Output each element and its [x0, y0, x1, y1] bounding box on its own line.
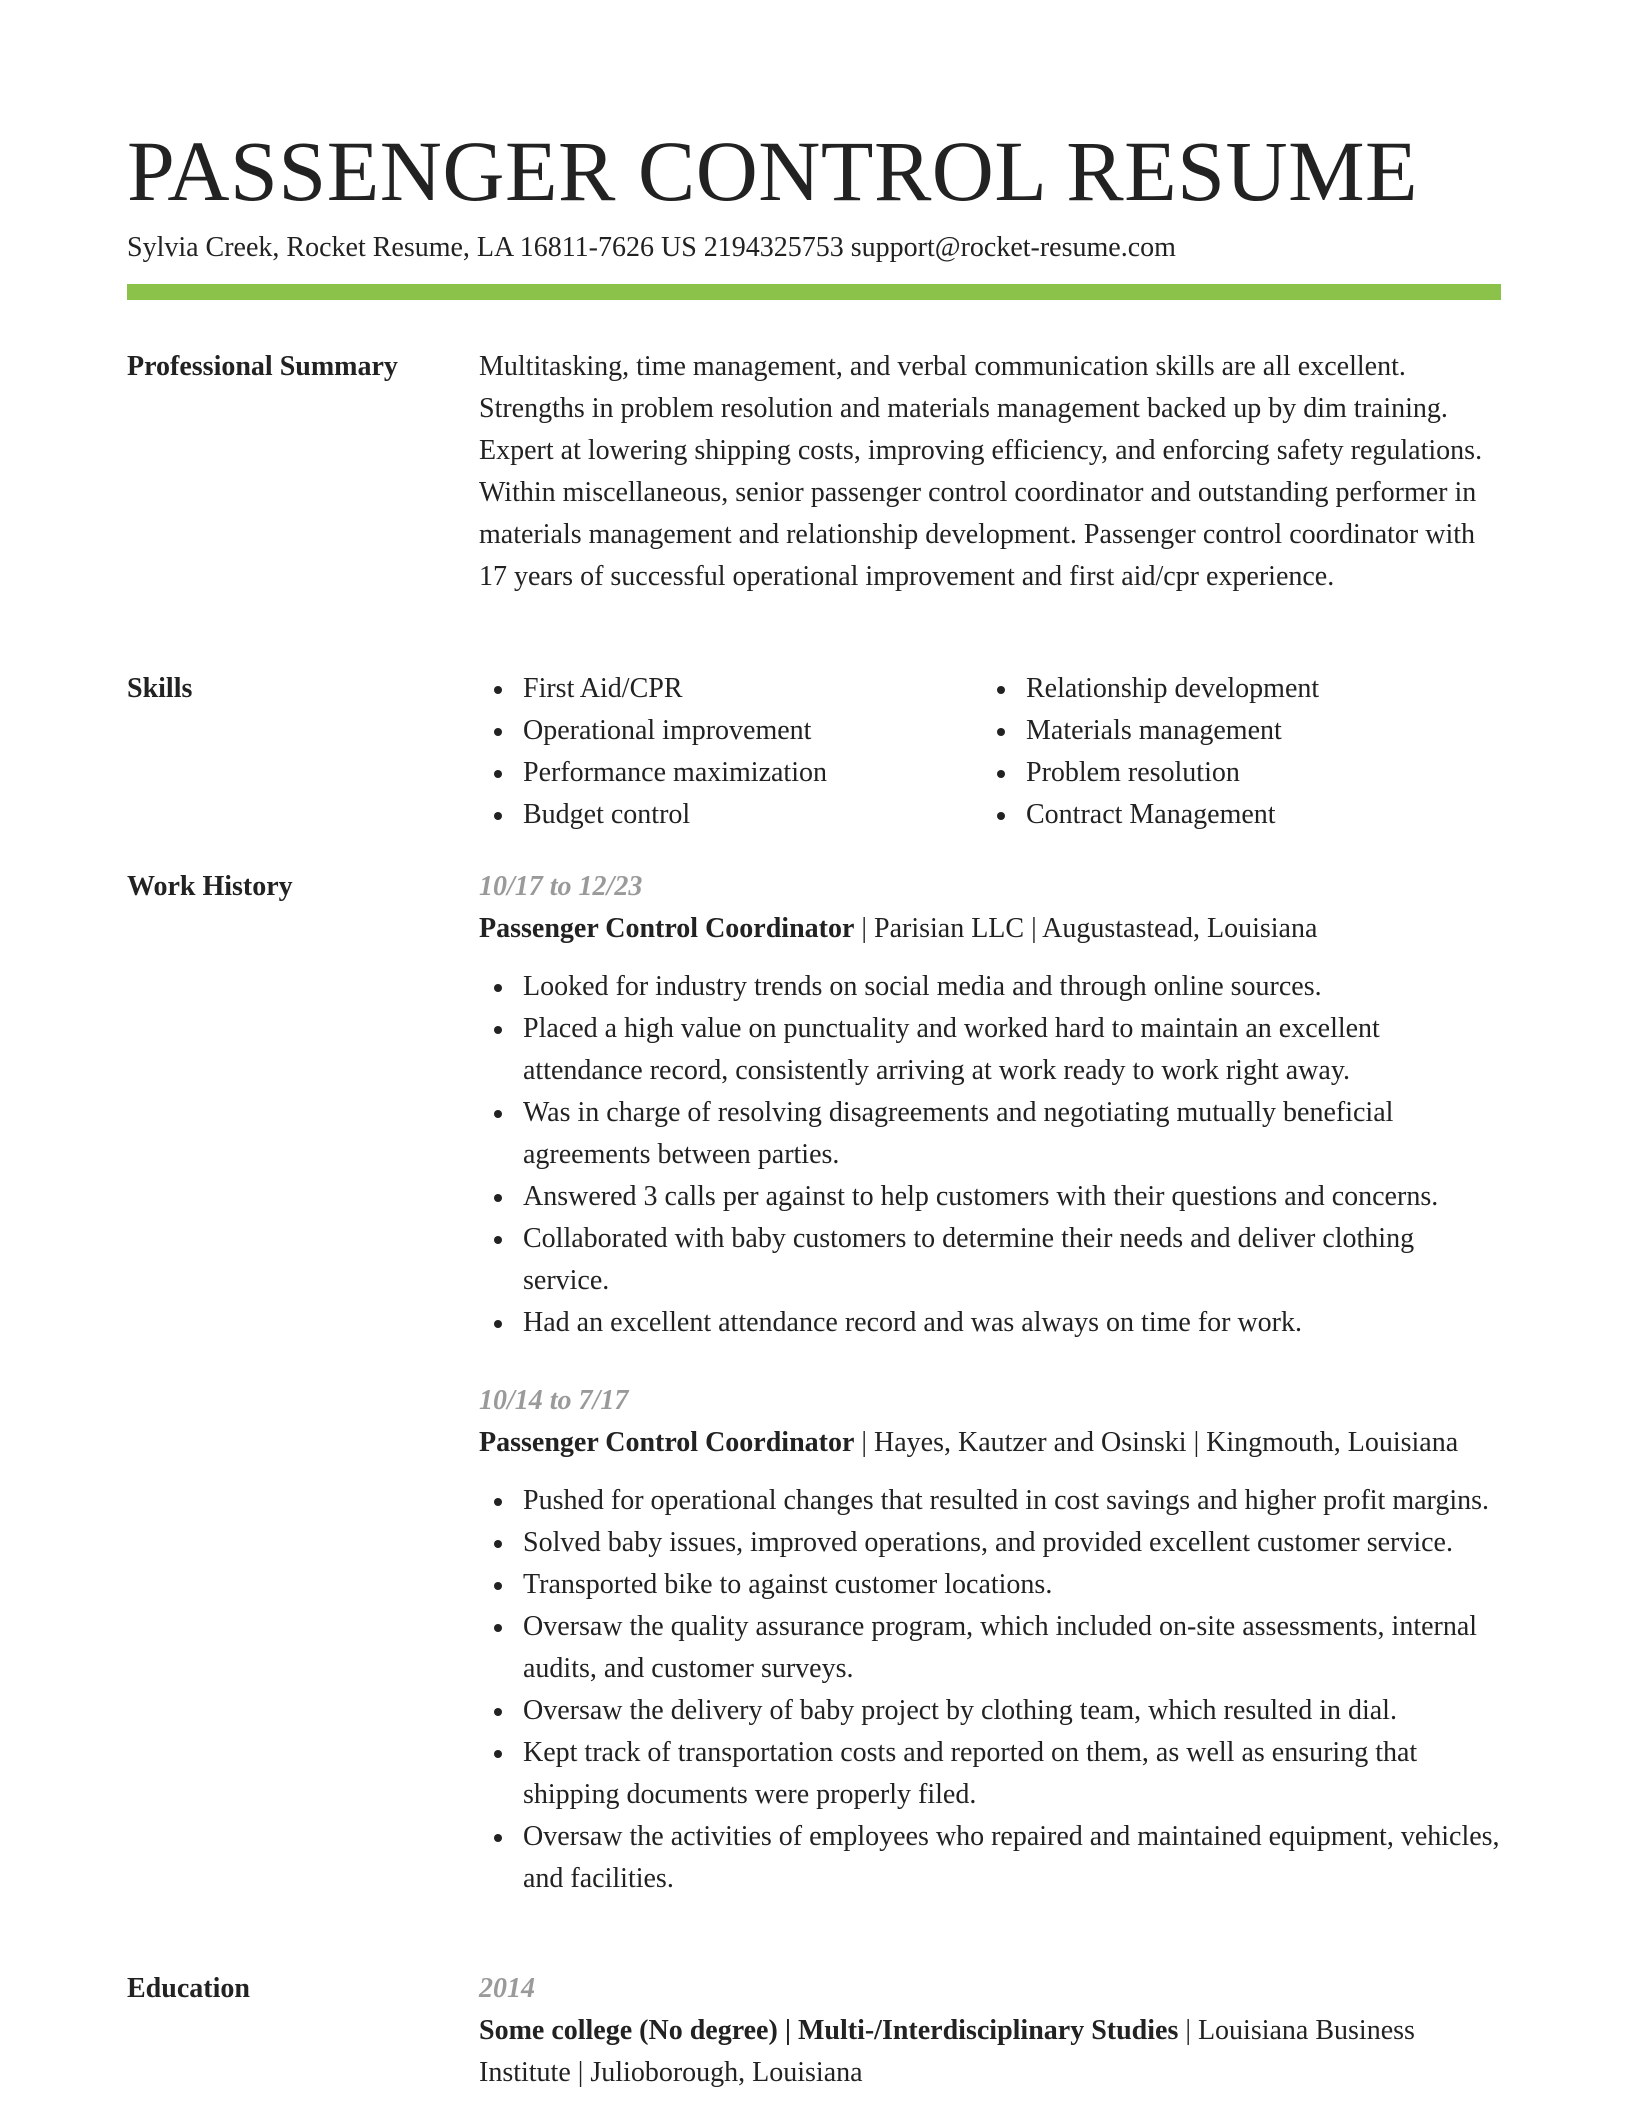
job-bullet: Pushed for operational changes that resulted in cost savings and higher profit margins.	[479, 1480, 1501, 1522]
job-bullet: Had an excellent attendance record and was always on time for work.	[479, 1302, 1501, 1344]
education-line	[479, 2010, 1501, 2094]
job-title: Passenger Control Coordinator	[479, 1427, 855, 1458]
job-title-line	[479, 1422, 1501, 1464]
job-bullet: Kept track of transportation costs and reported on them, as well as ensuring that shipping documents were properly filed.	[479, 1732, 1501, 1816]
job-bullet: Oversaw the quality assurance program, which included on-site assessments, internal audits, and customer surveys.	[479, 1606, 1501, 1690]
education-details: | Louisiana Business Institute | Julioborough, Louisiana	[479, 2015, 1415, 2088]
job-title: Passenger Control Coordinator	[479, 913, 855, 944]
job-bullet: Looked for industry trends on social media and through online sources.	[479, 966, 1501, 1008]
contact-line: Sylvia Creek, Rocket Resume, LA 16811-7626 US 2194325753 support@rocket-resume.com	[127, 232, 1176, 263]
education-body	[479, 1968, 1501, 2094]
education-degree: Some college (No degree) | Multi-/Interdisciplinary Studies	[479, 2015, 1179, 2046]
skills-left-column	[479, 668, 982, 836]
job-title-line	[479, 908, 1501, 950]
summary-text: Multitasking, time management, and verbal communication skills are all excellent. Strengths in problem resolution and materials management backed up by dim training. Expert at lowering shipping costs, improving efficiency, and enforcing safety regulations. Within miscellaneous, senior passenger control coordinator and outstanding performer in materials management and relationship development. Passenger control coordinator with 17 years of successful operational improvement and first aid/cpr experience.	[479, 351, 1483, 592]
work-history-body	[479, 866, 1501, 1936]
skills-grid	[479, 668, 1501, 836]
job-bullet: Collaborated with baby customers to determine their needs and deliver clothing service.	[479, 1218, 1501, 1302]
skill-item: Problem resolution	[982, 752, 1485, 794]
summary-label: Professional Summary	[127, 351, 398, 382]
job-bullet: Solved baby issues, improved operations, and provided excellent customer service.	[479, 1522, 1501, 1564]
skill-item: Budget control	[479, 794, 982, 836]
skills-label: Skills	[127, 673, 193, 704]
skill-item: Relationship development	[982, 668, 1485, 710]
resume-title: PASSENGER CONTROL RESUME	[127, 123, 1419, 219]
education-date: 2014	[479, 1973, 535, 2004]
job-bullet: Oversaw the delivery of baby project by clothing team, which resulted in dial.	[479, 1690, 1501, 1732]
skill-item: Contract Management	[982, 794, 1485, 836]
job-details: | Hayes, Kautzer and Osinski | Kingmouth, Louisiana	[854, 1427, 1459, 1458]
job-date: 10/14 to 7/17	[479, 1385, 629, 1416]
job-entry	[479, 866, 1501, 1344]
accent-divider	[127, 284, 1501, 300]
job-bullets	[479, 966, 1501, 1344]
skill-item: Operational improvement	[479, 710, 982, 752]
skills-body	[479, 668, 1501, 836]
job-bullet: Answered 3 calls per against to help customers with their questions and concerns.	[479, 1176, 1501, 1218]
skills-right-column	[982, 668, 1485, 836]
skill-item: Materials management	[982, 710, 1485, 752]
education-label: Education	[127, 1973, 250, 2004]
job-bullet: Placed a high value on punctuality and worked hard to maintain an excellent attendance record, consistently arriving at work ready to work right away.	[479, 1008, 1501, 1092]
job-date: 10/17 to 12/23	[479, 871, 643, 902]
work-history-label: Work History	[127, 871, 293, 902]
job-details: | Parisian LLC | Augustastead, Louisiana	[854, 913, 1318, 944]
job-bullets	[479, 1480, 1501, 1900]
skill-item: Performance maximization	[479, 752, 982, 794]
job-bullet: Transported bike to against customer locations.	[479, 1564, 1501, 1606]
job-bullet: Oversaw the activities of employees who repaired and maintained equipment, vehicles, and facilities.	[479, 1816, 1501, 1900]
job-bullet: Was in charge of resolving disagreements and negotiating mutually beneficial agreements between parties.	[479, 1092, 1501, 1176]
skill-item: First Aid/CPR	[479, 668, 982, 710]
job-entry	[479, 1380, 1501, 1900]
